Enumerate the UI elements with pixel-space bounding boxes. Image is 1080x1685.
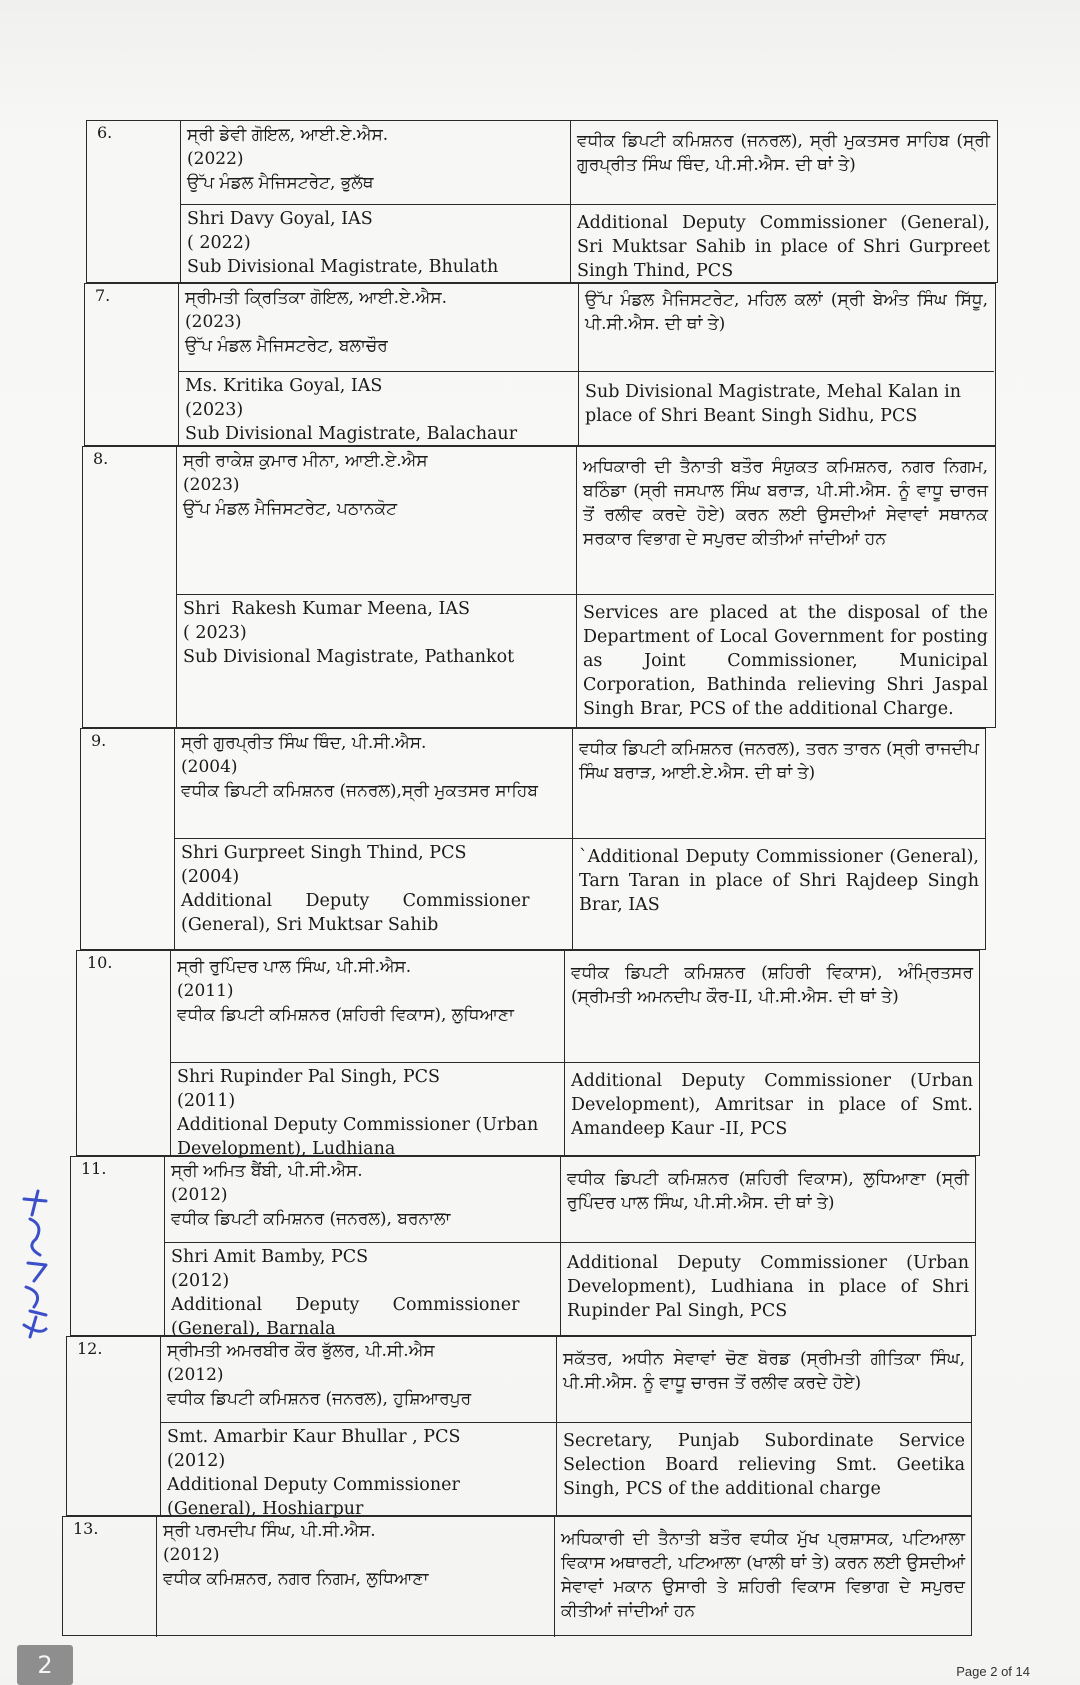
posting-cell-punjabi: ਅਧਿਕਾਰੀ ਦੀ ਤੈਨਾਤੀ ਬਤੌਰ ਸੰਯੁਕਤ ਕਮਿਸ਼ਨਰ, ਨਗਰ ਨਿਗਮ, ਬਠਿੰਡਾ (ਸ੍ਰੀ ਜਸਪਾਲ ਸਿੰਘ ਬਰਾੜ, ਪੀ.ਸੀ.ਐਸ. ਨੂੰ ਵਾਧੂ ਚਾਰਜ ਤੋਂ ਰਲੀਵ ਕਰਦੇ ਹੋਏ) ਕਰਨ ਲਈ ਉਸਦੀਆਂ ਸੇਵਾਵਾਂ ਸਥਾਨਕ ਸਰਕਾਰ ਵਿਭਾਗ ਦੇ ਸਪੁਰਦ ਕੀਤੀਆਂ ਜਾਂਦੀਆਂ ਹਨ [576,447,994,595]
officer-cell-english: Shri Gurpreet Singh Thind, PCS (2004) Additional Deputy Commissioner (General), Sri Muktsar Sahib [174,839,572,951]
table-row [84,283,996,446]
posting-cell-punjabi: ਵਧੀਕ ਡਿਪਟੀ ਕਮਿਸ਼ਨਰ (ਸ਼ਹਿਰੀ ਵਿਕਾਸ), ਲੁਧਿਆਣਾ (ਸ੍ਰੀ ਰੁਪਿੰਦਰ ਪਾਲ ਸਿੰਘ, ਪੀ.ਸੀ.ਐਸ. ਦੀ ਥਾਂ ਤੇ) [560,1157,975,1243]
officer-cell-english: Shri Rupinder Pal Singh, PCS (2011) Additional Deputy Commissioner (Urban Development), Ludhiana [170,1063,564,1157]
serial-number: 6. [97,123,113,142]
officer-cell-punjabi: ਸ੍ਰੀਮਤੀ ਅਮਰਬੀਰ ਕੌਰ ਭੁੱਲਰ, ਪੀ.ਸੀ.ਐਸ (2012) ਵਧੀਕ ਡਿਪਟੀ ਕਮਿਸ਼ਨਰ (ਜਨਰਲ), ਹੁਸ਼ਿਆਰਪੁਰ [160,1337,556,1423]
table-row [86,120,998,283]
posting-cell-punjabi: ਅਧਿਕਾਰੀ ਦੀ ਤੈਨਾਤੀ ਬਤੌਰ ਵਧੀਕ ਮੁੱਖ ਪ੍ਰਸ਼ਾਸਕ, ਪਟਿਆਲਾ ਵਿਕਾਸ ਅਥਾਰਟੀ, ਪਟਿਆਲਾ (ਖਾਲੀ ਥਾਂ ਤੇ) ਕਰਨ ਲਈ ਉਸਦੀਆਂ ਸੇਵਾਵਾਂ ਮਕਾਨ ਉਸਾਰੀ ਤੇ ਸ਼ਹਿਰੀ ਵਿਕਾਸ ਵਿਭਾਗ ਦੇ ਸਪੁਰਦ ਕੀਤੀਆਂ ਜਾਂਦੀਆਂ ਹਨ [554,1517,971,1637]
posting-cell-english: Additional Deputy Commissioner (Urban Development), Ludhiana in place of Shri Rupinder Pal Singh, PCS [560,1243,975,1337]
officer-cell-punjabi: ਸ੍ਰੀਮਤੀ ਕ੍ਰਿਤਿਕਾ ਗੋਇਲ, ਆਈ.ਏ.ਐਸ. (2023) ਉੱਪ ਮੰਡਲ ਮੈਜਿਸਟਰੇਟ, ਬਲਾਚੌਰ [178,284,578,372]
table-row [70,1156,976,1339]
posting-cell-english: `Additional Deputy Commissioner (General), Tarn Taran in place of Shri Rajdeep Singh Brar, IAS [572,839,985,951]
officer-cell-punjabi: ਸ੍ਰੀ ਅਮਿਤ ਬੈਂਬੀ, ਪੀ.ਸੀ.ਐਸ. (2012) ਵਧੀਕ ਡਿਪਟੀ ਕਮਿਸ਼ਨਰ (ਜਨਰਲ), ਬਰਨਾਲਾ [164,1157,560,1243]
table-row [66,1336,972,1519]
serial-number: 12. [77,1339,103,1358]
serial-number: 11. [81,1159,107,1178]
posting-cell-english: Additional Deputy Commissioner (Urban Development), Amritsar in place of Smt. Amandeep Kaur -II, PCS [564,1063,979,1157]
table-row [76,950,980,1159]
officer-cell-punjabi: ਸ੍ਰੀ ਗੁਰਪ੍ਰੀਤ ਸਿੰਘ ਥਿੰਦ, ਪੀ.ਸੀ.ਐਸ. (2004) ਵਧੀਕ ਡਿਪਟੀ ਕਮਿਸ਼ਨਰ (ਜਨਰਲ),ਸ੍ਰੀ ਮੁਕਤਸਰ ਸਾਹਿਬ [174,729,572,839]
officer-cell-punjabi: ਸ੍ਰੀ ਰੁਪਿੰਦਰ ਪਾਲ ਸਿੰਘ, ਪੀ.ਸੀ.ਐਸ. (2011) ਵਧੀਕ ਡਿਪਟੀ ਕਮਿਸ਼ਨਰ (ਸ਼ਹਿਰੀ ਵਿਕਾਸ), ਲੁਧਿਆਣਾ [170,951,564,1063]
serial-number: 8. [93,449,109,468]
officer-cell-english: Ms. Kritika Goyal, IAS (2023) Sub Divisional Magistrate, Balachaur [178,372,578,447]
posting-cell-punjabi: ਉੱਪ ਮੰਡਲ ਮੈਜਿਸਟਰੇਟ, ਮਹਿਲ ਕਲਾਂ (ਸ੍ਰੀ ਬੇਅੰਤ ਸਿੰਘ ਸਿੱਧੂ, ਪੀ.ਸੀ.ਐਸ. ਦੀ ਥਾਂ ਤੇ) [578,284,994,372]
table-row [80,728,986,950]
posting-cell-punjabi: ਸਕੱਤਰ, ਅਧੀਨ ਸੇਵਾਵਾਂ ਚੋਣ ਬੋਰਡ (ਸ੍ਰੀਮਤੀ ਗੀਤਿਕਾ ਸਿੰਘ, ਪੀ.ਸੀ.ਐਸ. ਨੂੰ ਵਾਧੂ ਚਾਰਜ ਤੋਂ ਰਲੀਵ ਕਰਦੇ ਹੋਏ) [556,1337,971,1423]
posting-cell-punjabi: ਵਧੀਕ ਡਿਪਟੀ ਕਮਿਸ਼ਨਰ (ਜਨਰਲ), ਸ੍ਰੀ ਮੁਕਤਸਰ ਸਾਹਿਬ (ਸ੍ਰੀ ਗੁਰਪ੍ਰੀਤ ਸਿੰਘ ਥਿੰਦ, ਪੀ.ਸੀ.ਐਸ. ਦੀ ਥਾਂ ਤੇ) [570,121,996,205]
officer-cell-english: Shri Davy Goyal, IAS ( 2022) Sub Divisional Magistrate, Bhulath [180,205,570,284]
officer-cell-punjabi: ਸ੍ਰੀ ਡੇਵੀ ਗੋਇਲ, ਆਈ.ਏ.ਐਸ. (2022) ਉੱਪ ਮੰਡਲ ਮੈਜਿਸਟਰੇਟ, ਭੁਲੱਥ [180,121,570,205]
page-footer: Page 2 of 14 [956,1664,1030,1679]
posting-cell-english: Sub Divisional Magistrate, Mehal Kalan in place of Shri Beant Singh Sidhu, PCS [578,372,994,447]
posting-cell-english: Additional Deputy Commissioner (General), Sri Muktsar Sahib in place of Shri Gurpreet Singh Thind, PCS [570,205,996,284]
table-row [82,446,996,728]
officer-cell-english: Smt. Amarbir Kaur Bhullar , PCS (2012) Additional Deputy Commissioner (General), Hoshiarpur [160,1423,556,1517]
serial-number: 10. [87,953,113,972]
officer-cell-punjabi: ਸ੍ਰੀ ਰਾਕੇਸ਼ ਕੁਮਾਰ ਮੀਨਾ, ਆਈ.ਏ.ਐਸ (2023) ਉੱਪ ਮੰਡਲ ਮੈਜਿਸਟਰੇਟ, ਪਠਾਨਕੋਟ [176,447,576,595]
officer-cell-english: Shri Rakesh Kumar Meena, IAS ( 2023) Sub Divisional Magistrate, Pathankot [176,595,576,729]
page-number-badge: 2 [17,1645,73,1685]
handwritten-signature [10,1185,60,1345]
posting-cell-english: Services are placed at the disposal of the Department of Local Government for posting as Joint Commissioner, Municipal Corporation, Bathinda relieving Shri Jaspal Singh Brar, PCS of the additional Charge. [576,595,994,729]
posting-cell-punjabi: ਵਧੀਕ ਡਿਪਟੀ ਕਮਿਸ਼ਨਰ (ਸ਼ਹਿਰੀ ਵਿਕਾਸ), ਅੰਮ੍ਰਿਤਸਰ (ਸ੍ਰੀਮਤੀ ਅਮਨਦੀਪ ਕੌਰ-II, ਪੀ.ਸੀ.ਐਸ. ਦੀ ਥਾਂ ਤੇ) [564,951,979,1063]
posting-cell-english: Secretary, Punjab Subordinate Service Selection Board relieving Smt. Geetika Singh, PCS of the additional charge [556,1423,971,1517]
serial-number: 9. [91,731,107,750]
serial-number: 13. [73,1519,99,1538]
officer-cell-english: Shri Amit Bamby, PCS (2012) Additional Deputy Commissioner (General), Barnala [164,1243,560,1337]
officer-cell-punjabi: ਸ੍ਰੀ ਪਰਮਦੀਪ ਸਿੰਘ, ਪੀ.ਸੀ.ਐਸ. (2012) ਵਧੀਕ ਕਮਿਸ਼ਨਰ, ਨਗਰ ਨਿਗਮ, ਲੁਧਿਆਣਾ [156,1517,554,1637]
table-row [62,1516,972,1636]
posting-cell-punjabi: ਵਧੀਕ ਡਿਪਟੀ ਕਮਿਸ਼ਨਰ (ਜਨਰਲ), ਤਰਨ ਤਾਰਨ (ਸ੍ਰੀ ਰਾਜਦੀਪ ਸਿੰਘ ਬਰਾੜ, ਆਈ.ਏ.ਐਸ. ਦੀ ਥਾਂ ਤੇ) [572,729,985,839]
serial-number: 7. [95,286,111,305]
